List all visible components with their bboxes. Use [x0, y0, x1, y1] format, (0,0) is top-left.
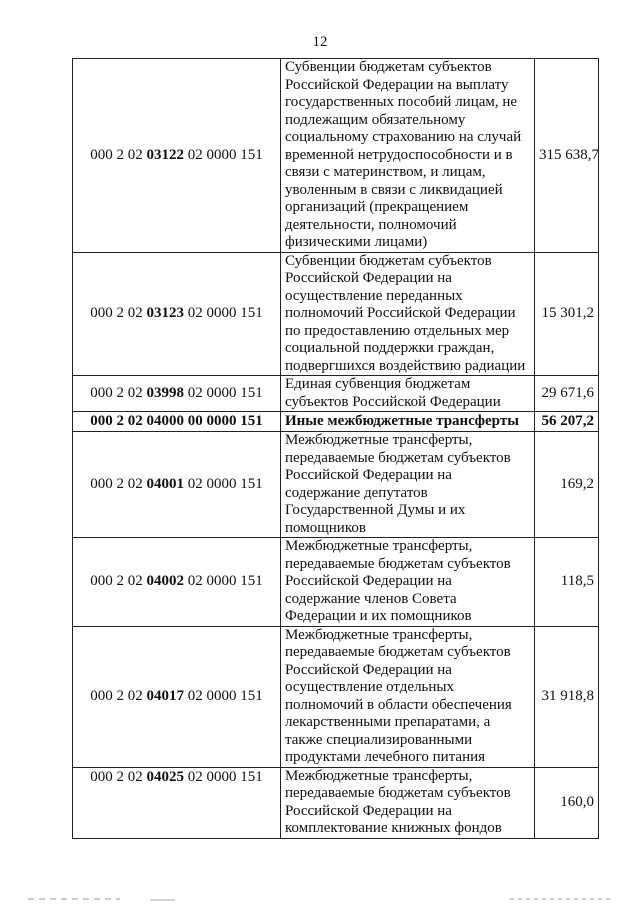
description-text: Межбюджетные трансферты, передаваемые бюджетам субъектов Российской Федерации на комплектование книжных фондов: [285, 767, 511, 836]
table-row: [73, 626, 599, 767]
budget-code-cell: [73, 767, 281, 838]
amount-cell: 29 671,6: [535, 376, 599, 412]
code-group: 03123: [146, 305, 184, 321]
code-suffix: 02 0000 151: [184, 475, 263, 492]
code-suffix: 02 0000 151: [184, 573, 263, 589]
amount-cell: 15 301,2: [535, 252, 599, 376]
amount-cell: 31 918,8: [535, 626, 599, 767]
code-suffix: 02 0000 151: [184, 146, 263, 163]
description-text: Субвенции бюджетам субъектов Российской Федерации на выплату государственных пособий лицам, не подлежащим обязательному социальному страхованию на случай временной нетрудоспособности и в связи с материнством, и лицам, уволенным в связи с ликвидацией организаций (прекращением деятельности, полномочий физическими лицами): [285, 59, 522, 250]
table-row: [73, 767, 599, 838]
description-cell: [281, 538, 535, 627]
code-suffix: 02 0000 151: [184, 384, 263, 401]
code-prefix: 000 2 02: [90, 475, 147, 492]
code-prefix: 000 2 02: [90, 305, 147, 321]
description-text: Иные межбюджетные трансферты: [285, 412, 519, 429]
code-group: 04001: [146, 475, 184, 492]
code-prefix: 000 2 02: [90, 146, 147, 163]
code-group: 03122: [146, 146, 184, 163]
table-row: [73, 376, 599, 412]
code-suffix: 02 0000 151: [184, 687, 263, 704]
amount-cell: 169,2: [535, 432, 599, 538]
page-number: 12: [312, 34, 328, 50]
code-prefix: 000 2 02: [90, 384, 147, 401]
code-suffix: 02 0000 151: [184, 768, 263, 785]
description-text: Межбюджетные трансферты, передаваемые бюджетам субъектов Российской Федерации на содержание членов Совета Федерации и их помощников: [285, 538, 511, 624]
description-cell: [281, 626, 535, 767]
amount-cell: 160,0: [535, 767, 599, 838]
description-cell: [281, 59, 535, 253]
description-text: Субвенции бюджетам субъектов Российской Федерации на осуществление переданных полномочий Российской Федерации по предоставлению отдельных мер социальной поддержки граждан, подвергшихся воздействию радиации: [285, 252, 526, 374]
table-row: [73, 538, 599, 627]
code-suffix: 02 0000 151: [184, 305, 263, 321]
table-row: [73, 59, 599, 253]
code-group: 04002: [146, 573, 184, 589]
table-row: [73, 432, 599, 538]
description-cell: [281, 412, 535, 432]
budget-revenue-table: [72, 58, 599, 839]
description-text: Единая субвенция бюджетам субъектов Российской Федерации: [285, 376, 501, 410]
amount-cell: 315 638,7: [535, 59, 599, 253]
code-prefix: 000 2 02: [90, 573, 147, 589]
budget-code-cell: [73, 252, 281, 376]
budget-code-cell: [73, 59, 281, 253]
amount-cell: 118,5: [535, 538, 599, 627]
table-row: [73, 252, 599, 376]
budget-code-cell: 000 2 02 04000 00 0000 151: [73, 412, 281, 432]
budget-code-cell: [73, 538, 281, 627]
description-cell: [281, 252, 535, 376]
description-cell: [281, 432, 535, 538]
budget-code-cell: [73, 626, 281, 767]
table-row-total: [73, 412, 599, 432]
description-cell: [281, 767, 535, 838]
budget-code-cell: [73, 432, 281, 538]
description-text: Межбюджетные трансферты, передаваемые бюджетам субъектов Российской Федерации на осуществление отдельных полномочий в области обеспечения лекарственными препаратами, а также специализированными продуктами лечебного питания: [285, 626, 512, 765]
code-group: 04017: [146, 687, 184, 704]
code-prefix: 000 2 02: [90, 687, 147, 704]
description-cell: [281, 376, 535, 412]
code-group: 03998: [146, 384, 184, 401]
amount-cell: 56 207,2: [535, 412, 599, 432]
budget-code-cell: [73, 376, 281, 412]
scan-artifact: [0, 893, 640, 905]
description-text: Межбюджетные трансферты, передаваемые бюджетам субъектов Российской Федерации на содержание депутатов Государственной Думы и их помощников: [285, 432, 511, 536]
code-prefix: 000 2 02: [90, 768, 147, 785]
code-group: 04025: [146, 768, 184, 785]
